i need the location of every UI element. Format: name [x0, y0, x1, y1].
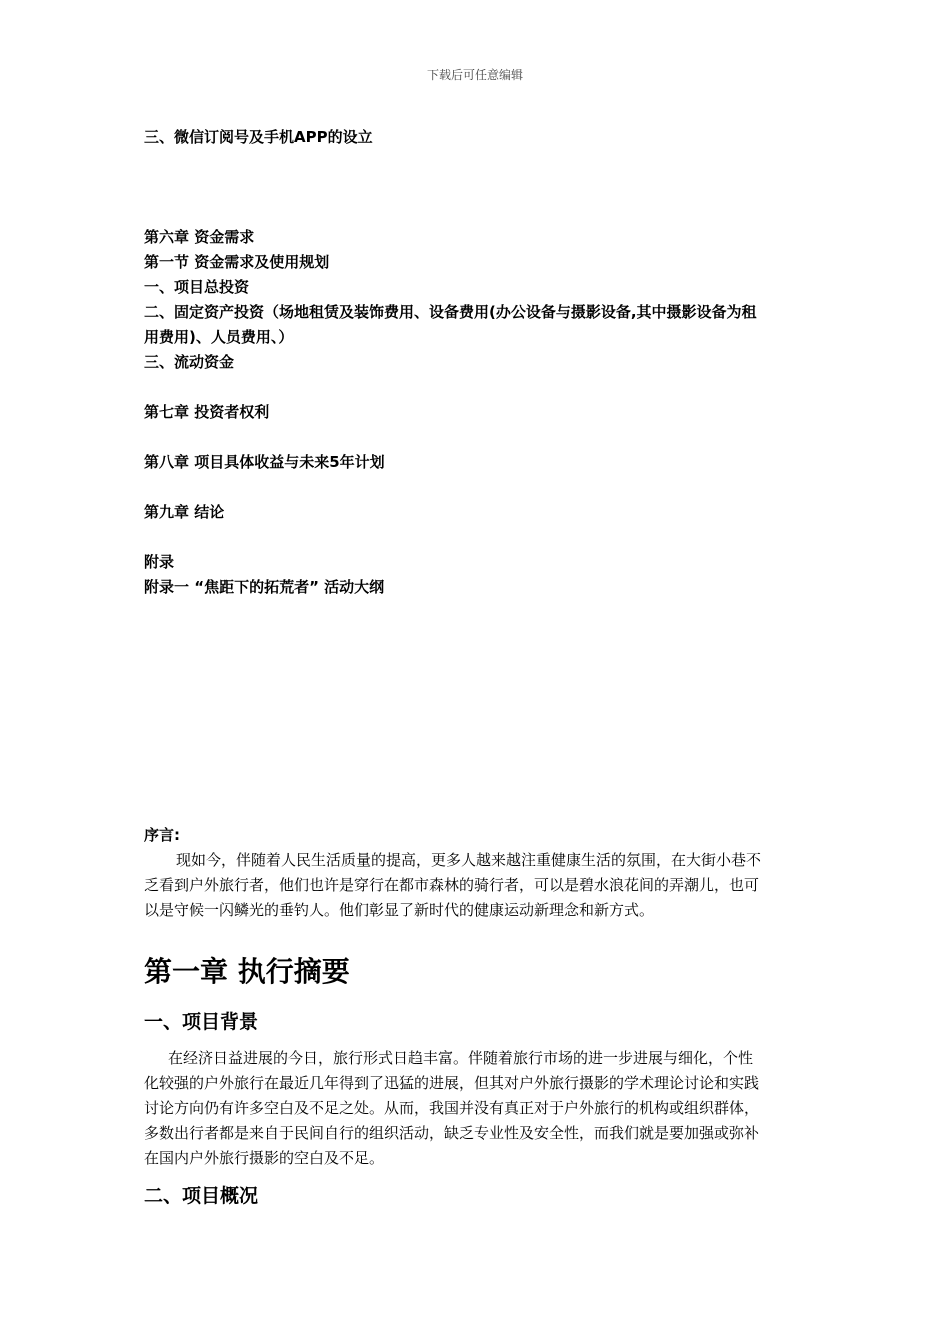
background-line: 在国内户外旅行摄影的空白及不足。	[144, 1149, 385, 1167]
background-line: 化较强的户外旅行在最近几年得到了迅猛的进展，但其对户外旅行摄影的学术理论讨论和实践	[144, 1074, 760, 1092]
background-line: 多数出行者都是来自于民间自行的组织活动，缺乏专业性及安全性，而我们就是要加强或弥补	[144, 1124, 760, 1142]
preface-line: 现如今，伴随着人民生活质量的提高，更多人越来越注重健康生活的氛围，在大街小巷不	[176, 851, 762, 869]
background-line: 讨论方向仍有许多空白及不足之处。从而，我国并没有真正对于户外旅行的机构或组织群体，	[144, 1099, 760, 1117]
toc-appendix: 附录	[144, 553, 175, 571]
toc-chapter-9: 第九章 结论	[144, 503, 225, 521]
page-header: 下载后可任意编辑	[426, 68, 523, 82]
preface-line: 乏看到户外旅行者，他们也许是穿行在都市森林的骑行者，可以是碧水浪花间的弄潮儿，也可	[144, 876, 760, 894]
toc-chapter-7: 第七章 投资者权利	[144, 403, 270, 421]
toc-item-fixed-assets-line2: 用费用)、人员费用、）	[144, 328, 294, 346]
section-overview-title: 二、项目概况	[144, 1185, 259, 1207]
toc-item-fixed-assets-line1: 二、固定资产投资（场地租赁及装饰费用、设备费用(办公设备与摄影设备,其中摄影设备为租	[144, 303, 757, 321]
chapter-1-title: 第一章 执行摘要	[144, 955, 350, 988]
preface-label: 序言:	[144, 826, 180, 844]
toc-chapter-6: 第六章 资金需求	[144, 228, 255, 246]
toc-section-6-1: 第一节 资金需求及使用规划	[144, 253, 330, 271]
toc-item-wechat-app: 三、微信订阅号及手机APP的设立	[144, 128, 373, 146]
toc-item-total-investment: 一、项目总投资	[144, 278, 250, 296]
section-background-title: 一、项目背景	[144, 1011, 259, 1033]
toc-item-working-capital: 三、流动资金	[144, 353, 235, 371]
toc-chapter-8: 第八章 项目具体收益与未来5年计划	[144, 453, 385, 471]
toc-appendix-1: 附录一 “焦距下的拓荒者” 活动大纲	[144, 578, 385, 596]
preface-line: 以是守候一闪鳞光的垂钓人。他们彰显了新时代的健康运动新理念和新方式。	[144, 901, 655, 919]
background-line: 在经济日益进展的今日，旅行形式日趋丰富。伴随着旅行市场的进一步进展与细化，个性	[168, 1049, 754, 1067]
